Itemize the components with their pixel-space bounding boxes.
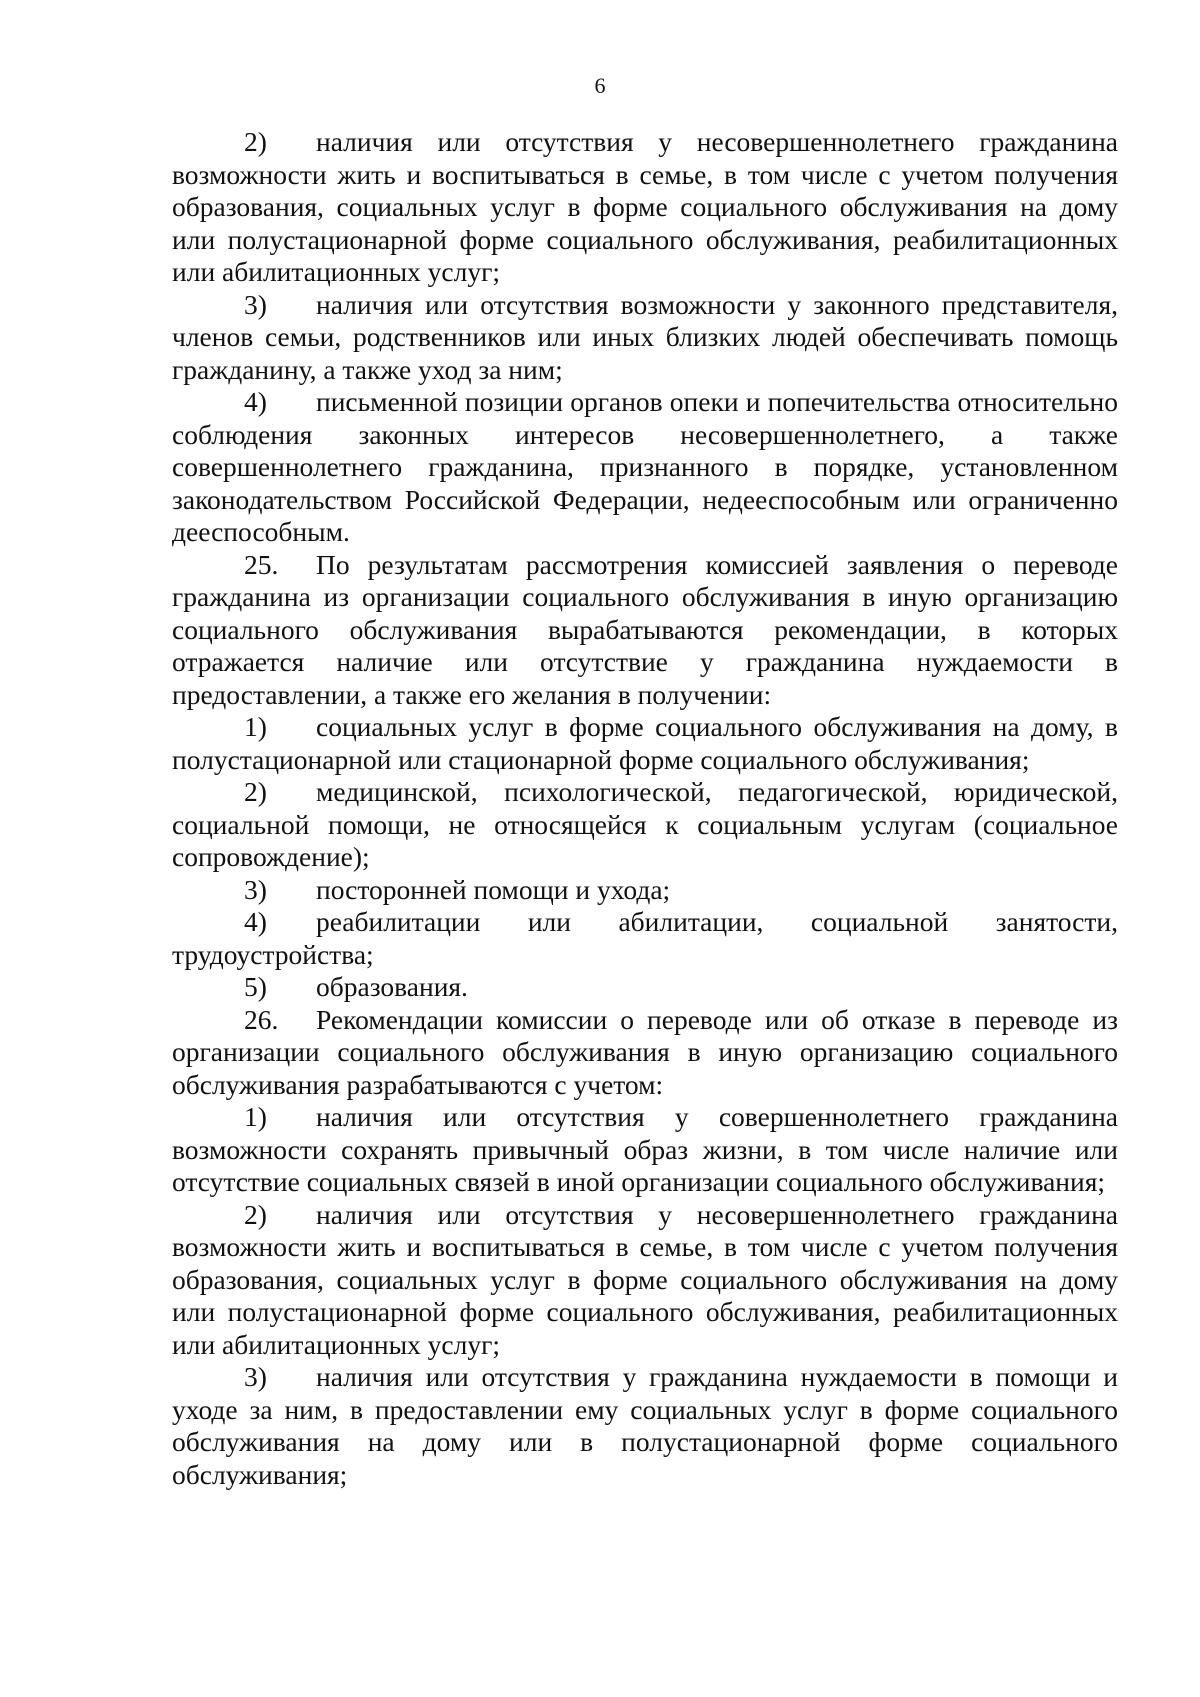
item-text: наличия или отсутствия возможности у законного представителя, членов семьи, родственников или иных близких людей обеспечивать помощь гражданину, а также уход за ним; [172,288,1118,385]
list-item [172,776,1118,874]
section-paragraph [172,1004,1118,1102]
item-number: 1) [244,711,267,742]
item-number: 5) [244,971,267,1002]
item-text: медицинской, психологической, педагогической, юридической, социальной помощи, не относящейся к социальным услугам (социальное сопровождение); [172,776,1118,872]
item-number: 3) [244,1361,267,1392]
list-item [172,1361,1118,1491]
item-number: 3) [244,873,267,905]
list-item [172,1199,1118,1362]
section-number: 26. [244,1003,279,1035]
item-number: 4) [244,386,267,417]
list-item [172,711,1118,776]
item-text: наличия или отсутствия у несовершеннолетнего гражданина возможности жить и воспитываться в семье, в том числе с учетом получения образования, социальных услуг в форме социального обслуживания на дому или полустационарной форме социального обслуживания, реабилитационных или абилитационных услуг; [172,126,1118,287]
item-text: образования. [316,971,468,1002]
list-item [172,126,1118,289]
item-number: 3) [244,288,267,320]
item-text: наличия или отсутствия у несовершеннолетнего гражданина возможности жить и воспитываться в семье, в том числе с учетом получения образования, социальных услуг в форме социального обслуживания на дому или полустационарной форме социального обслуживания, реабилитационных или абилитационных услуг; [172,1198,1118,1360]
list-item [172,874,1118,907]
list-item [172,386,1118,549]
document-body [172,126,1118,1491]
item-number: 2) [244,1198,267,1230]
list-item [172,906,1118,971]
section-number: 25. [244,548,279,580]
page-number: 6 [594,73,606,98]
item-number: 4) [244,906,267,937]
item-number: 2) [244,126,267,157]
item-text: посторонней помощи и ухода; [316,873,671,905]
item-text: наличия или отсутствия у совершеннолетнего гражданина возможности сохранять привычный образ жизни, в том числе наличие или отсутствие социальных связей в иной организации социального обслуживания; [172,1101,1118,1197]
list-item [172,289,1118,387]
item-text: наличия или отсутствия у гражданина нуждаемости в помощи и уходе за ним, в предоставлении ему социальных услуг в форме социального обслуживания на дому или в полустационарной форме социального обслуживания; [172,1361,1118,1490]
item-number: 1) [244,1101,267,1132]
item-text: письменной позиции органов опеки и попечительства относительно соблюдения законных интересов несовершеннолетнего, а также совершеннолетнего гражданина, признанного в порядке, установленном законодательством Российской Федерации, недееспособным или ограниченно дееспособным. [172,386,1118,547]
section-paragraph [172,549,1118,712]
item-text: реабилитации или абилитации, социальной занятости, трудоустройства; [172,906,1118,970]
section-text: По результатам рассмотрения комиссией заявления о переводе гражданина из организации социального обслуживания в иную организацию социального обслуживания вырабатываются рекомендации, в которых отражается наличие или отсутствие у гражданина нуждаемости в предоставлении, а также его желания в получении: [172,548,1118,710]
item-number: 2) [244,776,267,807]
section-text: Рекомендации комиссии о переводе или об отказе в переводе из организации социального обслуживания в иную организацию социального обслуживания разрабатываются с учетом: [172,1003,1118,1100]
list-item [172,971,1118,1004]
list-item [172,1101,1118,1199]
item-text: социальных услуг в форме социального обслуживания на дому, в полустационарной или стационарной форме социального обслуживания; [172,711,1118,775]
